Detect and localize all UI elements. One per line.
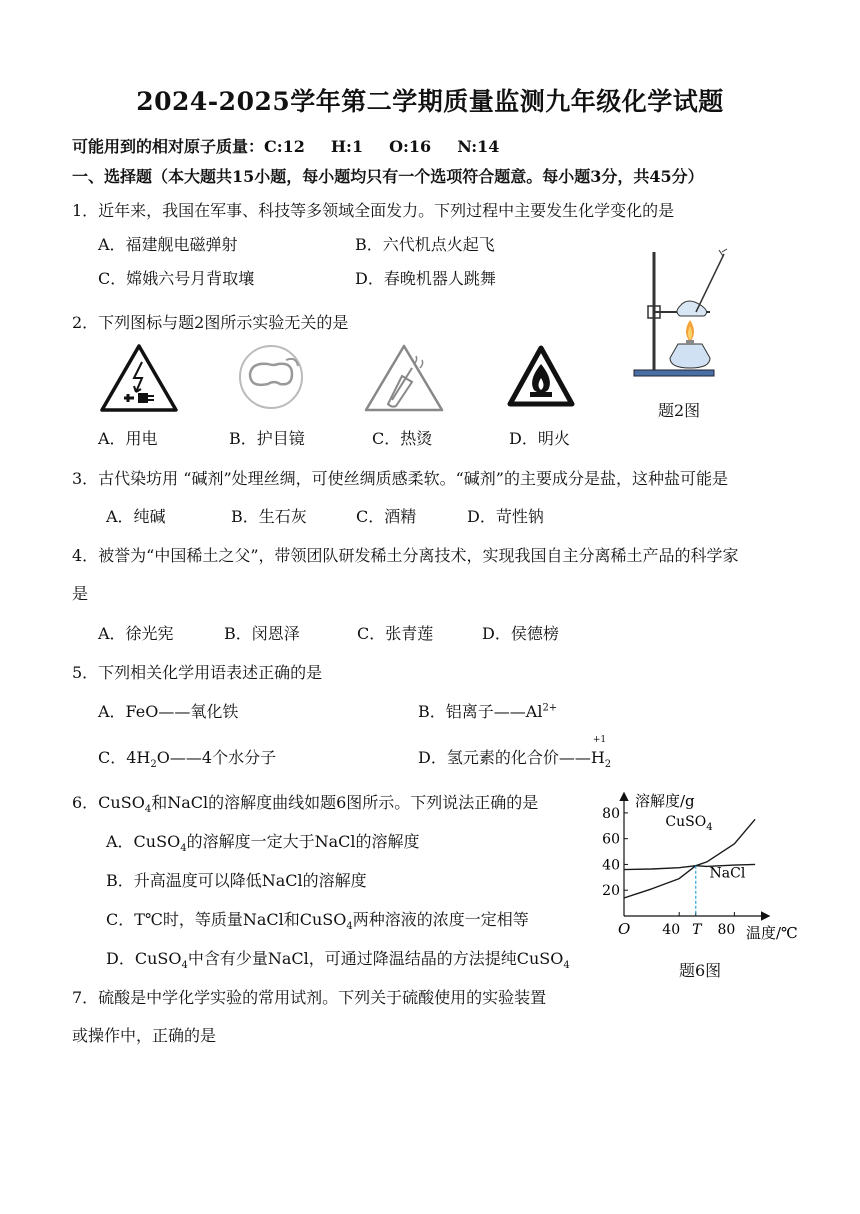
y-tick-label: 20 bbox=[602, 883, 620, 900]
q5-stem: 5．下列相关化学用语表述正确的是 bbox=[72, 663, 323, 682]
q5-option-c-post: O——4个水分子 bbox=[156, 748, 277, 767]
q5-option-a: A．FeO——氧化铁 bbox=[98, 702, 239, 721]
q5-option-b bbox=[418, 699, 557, 722]
atomic-masses bbox=[72, 134, 499, 157]
section-heading: 一、选择题（本大题共15小题，每小题均只有一个选项符合题意。每小题3分，共45分） bbox=[72, 167, 704, 186]
x-axis-label: 温度/℃ bbox=[746, 924, 798, 942]
q6-option-a bbox=[106, 829, 419, 854]
x-tick-label: T bbox=[692, 922, 702, 938]
q7-stem-line2: 或操作中，正确的是 bbox=[72, 1026, 217, 1045]
q4-option-a: A．徐光宪 bbox=[98, 624, 174, 643]
q4-stem-line1: 4．被誉为“中国稀土之父”，带领团队研发稀土分离技术，实现我国自主分离稀土产品的科学家 bbox=[72, 546, 739, 565]
q1-option-a: A．福建舰电磁弹射 bbox=[98, 235, 238, 254]
apparatus-figure bbox=[630, 246, 730, 380]
y-tick-label: 80 bbox=[602, 805, 620, 822]
q3-stem: 3．古代染坊用 “碱剂”处理丝绸，可使丝绸质感柔软。“碱剂”的主要成分是盐，这种盐可能是 bbox=[72, 469, 728, 488]
q6-stem bbox=[72, 790, 538, 815]
q6-stem-sub: 4 bbox=[144, 804, 152, 816]
q4-stem-line2: 是 bbox=[72, 584, 89, 603]
q5-option-d-text: D．氢元素的化合价—— bbox=[418, 748, 591, 767]
q2-option-d: D．明火 bbox=[509, 429, 570, 448]
q1-option-c: C．嫦娥六号月背取壤 bbox=[98, 269, 255, 288]
q5-option-d-valence: +1 bbox=[592, 735, 607, 745]
electricity-warning-icon bbox=[98, 342, 180, 414]
hot-surface-icon bbox=[362, 342, 446, 414]
q1-option-b: B．六代机点火起飞 bbox=[355, 235, 495, 254]
q3-option-d: D．苛性钠 bbox=[467, 507, 544, 526]
atomic-mass-o: O:16 bbox=[389, 137, 432, 156]
q4-option-c: C．张青莲 bbox=[357, 624, 434, 643]
q6-option-c-post: 两种溶液的浓度一定相等 bbox=[352, 910, 529, 929]
q2-option-a: A．用电 bbox=[98, 429, 158, 448]
q6-option-d-sub: 4 bbox=[181, 960, 188, 972]
q3-option-a: A．纯碱 bbox=[106, 507, 166, 526]
q5-option-b-text: B．铝离子——Al bbox=[418, 702, 543, 721]
q1-option-d: D．春晚机器人跳舞 bbox=[355, 269, 496, 288]
y-tick-label: 60 bbox=[602, 831, 620, 848]
q6-option-a-pre: A．CuSO bbox=[106, 832, 181, 851]
q6-option-a-sub: 4 bbox=[180, 843, 187, 855]
q2-stem: 2．下列图标与题2图所示实验无关的是 bbox=[72, 313, 349, 332]
q3-option-c: C．酒精 bbox=[356, 507, 417, 526]
q7-stem-line1: 7．硫酸是中学化学实验的常用试剂。下列关于硫酸使用的实验装置 bbox=[72, 988, 547, 1007]
q2-option-c: C．热烫 bbox=[372, 429, 433, 448]
atomic-masses-label: 可能用到的相对原子质量： bbox=[72, 137, 265, 156]
q6-option-a-post: 的溶解度一定大于NaCl的溶解度 bbox=[186, 832, 420, 851]
y-tick-label: 40 bbox=[602, 857, 620, 874]
page-title: 2024-2025学年第二学期质量监测九年级化学试题 bbox=[136, 87, 724, 116]
q5-option-c-sub: 2 bbox=[150, 759, 157, 771]
origin-label: O bbox=[618, 920, 631, 938]
q6-option-c-pre: C．T℃时，等质量NaCl和CuSO bbox=[106, 910, 347, 929]
q5-option-d bbox=[418, 735, 612, 771]
q5-option-b-charge: 2+ bbox=[542, 702, 558, 714]
series-line-cuso4 bbox=[624, 819, 755, 898]
q1-stem: 1．近年来，我国在军事、科技等多领域全面发力。下列过程中主要发生化学变化的是 bbox=[72, 201, 675, 220]
q6-option-d-pre: D．CuSO bbox=[106, 949, 182, 968]
q4-option-d: D．侯德榜 bbox=[482, 624, 559, 643]
series-label-nacl: NaCl bbox=[709, 865, 746, 882]
open-flame-icon bbox=[506, 344, 576, 410]
q6-option-b: B．升高温度可以降低NaCl的溶解度 bbox=[106, 871, 367, 890]
q6-figure-caption: 题6图 bbox=[679, 961, 722, 980]
q2-option-b: B．护目镜 bbox=[229, 429, 305, 448]
q5-option-d-formula bbox=[590, 735, 612, 771]
solubility-chart bbox=[598, 786, 808, 946]
q6-option-c bbox=[106, 907, 529, 932]
q4-option-b: B．闵恩泽 bbox=[224, 624, 300, 643]
q6-option-d-sub2: 4 bbox=[563, 960, 570, 972]
q6-option-c-sub: 4 bbox=[346, 921, 353, 933]
q3-option-b: B．生石灰 bbox=[231, 507, 307, 526]
atomic-mass-h: H:1 bbox=[330, 137, 364, 156]
q6-option-d-mid: 中含有少量NaCl，可通过降温结晶的方法提纯CuSO bbox=[187, 949, 564, 968]
goggles-icon bbox=[238, 344, 304, 410]
atomic-mass-c: C:12 bbox=[264, 137, 305, 156]
q6-stem-post: 和NaCl的溶解度曲线如题6图所示。下列说法正确的是 bbox=[151, 793, 539, 812]
y-axis-label: 溶解度/g bbox=[635, 792, 695, 810]
x-tick-label: 40 bbox=[662, 922, 681, 938]
q5-option-c bbox=[98, 745, 276, 770]
atomic-mass-n: N:14 bbox=[457, 137, 500, 156]
q5-option-d-sub: 2 bbox=[604, 759, 612, 771]
series-label-cuso4: CuSO$_4$ bbox=[665, 813, 713, 833]
x-tick-label: 80 bbox=[717, 922, 736, 938]
q2-figure-caption: 题2图 bbox=[658, 401, 701, 420]
q6-stem-pre: 6．CuSO bbox=[72, 793, 145, 812]
q5-option-d-symbol: H bbox=[590, 748, 605, 767]
q5-option-c-pre: C．4H bbox=[98, 748, 151, 767]
q6-option-d bbox=[106, 946, 570, 971]
